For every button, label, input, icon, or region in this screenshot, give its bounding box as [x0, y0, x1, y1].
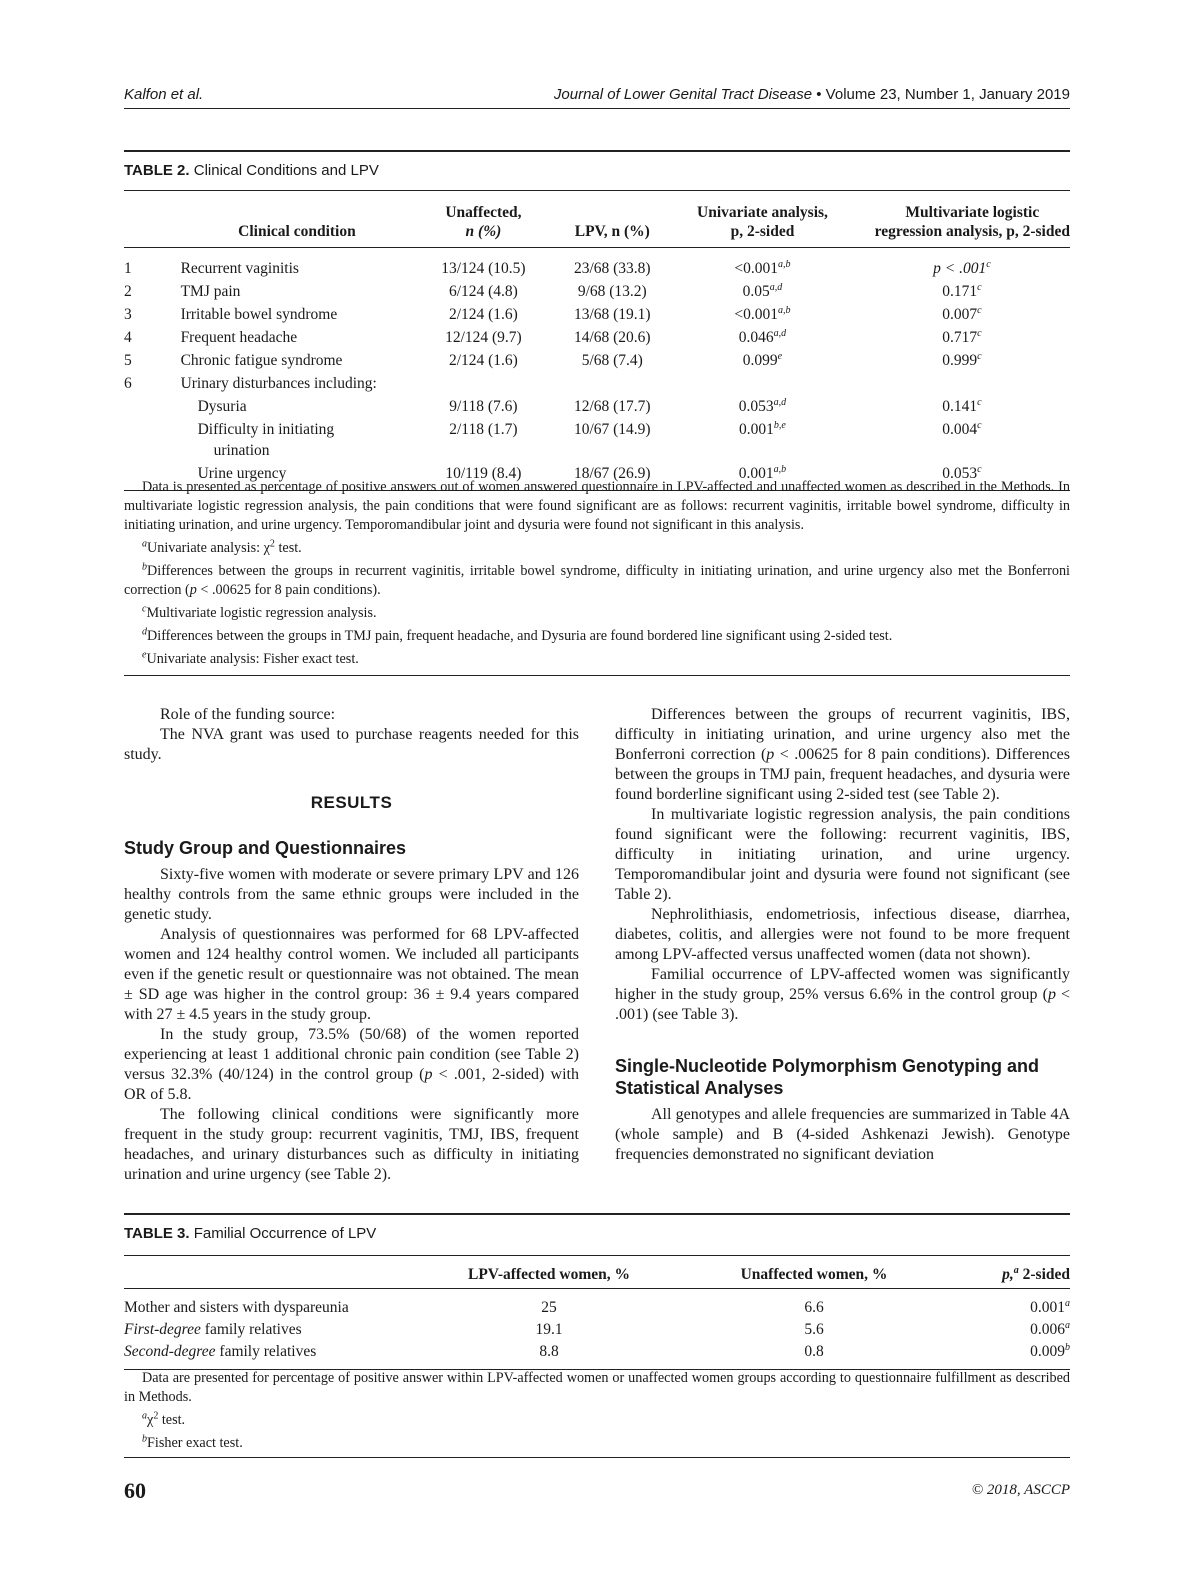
cell-multivariate-footnote: c: [977, 350, 982, 362]
header-bullet: •: [816, 86, 822, 103]
table-2-grid: [124, 190, 1070, 491]
cell-multivariate: [854, 395, 1070, 418]
table-3-note: Data are presented for percentage of positive answer within LPV-affected women or unaffected women groups according to questionnaire fulfillment as described in Methods.: [124, 1370, 1070, 1405]
journal-page: [124, 0, 1070, 1582]
cell-unaffected: 6/124 (4.8): [448, 283, 518, 300]
cell-condition: [181, 418, 414, 462]
table-2-title: Clinical Conditions and LPV: [193, 162, 379, 179]
cell-univariate-value: <0.001: [734, 260, 779, 277]
cell-multivariate: [854, 326, 1070, 349]
table-row: [124, 280, 1070, 303]
cell-unaffected: 12/124 (9.7): [445, 329, 522, 346]
paragraph: Differences between the groups of recurrent vaginitis, IBS, difficulty in initiating urination, and urine urgency also met the Bonferroni correction (p < .00625 for 8 pain conditions). Differences between the groups in TMJ pain, frequent headaches, and dysuria were found borderline significant using 2-sided test (see Table 2).: [615, 706, 1071, 803]
cell-univariate: [671, 418, 854, 462]
right-column: [615, 705, 1070, 1165]
cell-condition: Frequent headache: [180, 329, 298, 346]
th-condition: Clinical condition: [181, 191, 414, 248]
cell-multivariate-value: 0.717: [942, 329, 978, 346]
cell-univariate-value: 0.001: [738, 465, 774, 482]
cell-condition: Irritable bowel syndrome: [180, 306, 338, 323]
table-3-caption: [124, 1225, 376, 1242]
cell-lpv: 14/68 (20.6): [573, 329, 651, 346]
cell-multivariate-footnote: c: [977, 327, 982, 339]
cell-relation: Second-degree family relatives: [124, 1343, 317, 1360]
cell-univariate-footnote: b,e: [773, 419, 786, 431]
th-univariate-l1: Univariate analysis,: [697, 204, 828, 221]
th-blank: [124, 1256, 424, 1289]
table-2-note: Data is presented as percentage of positive answers out of women answered questionnaire in LPV-affected and unaffected women as described in the Methods. In multivariate logistic regression analysis, the pain conditions that were found significant are as follows: recurrent vaginitis, irritable bowel syndrome, difficulty in initiating urination, and urine urgency. Temporomandibular joint and dysuria were found not significant in this analysis.: [124, 479, 1070, 533]
cell-multivariate-footnote: c: [977, 281, 982, 293]
th-multivariate: [854, 191, 1070, 248]
th-unaffected-women: Unaffected women, %: [674, 1256, 954, 1289]
cell-lpv: 19.1: [535, 1321, 563, 1338]
cell-p: 0.009$^b$: [1030, 1341, 1070, 1360]
paragraph: In the study group, 73.5% (50/68) of the women reported experiencing at least 1 additional chronic pain condition (see Table 2) versus 32.3% (40/124) in the control group (p < .001, 2-sided) with OR of 5.8.: [124, 1026, 579, 1103]
cell-multivariate: [854, 248, 1070, 281]
th-lpv-label: LPV, n (%): [574, 223, 650, 240]
results-heading: RESULTS: [310, 793, 393, 812]
th-multivariate-l1: Multivariate logistic: [905, 204, 1040, 221]
th-unaffected: [413, 191, 553, 248]
table-3-header-row: [124, 1256, 1070, 1289]
table-2-caption: [124, 162, 379, 179]
table-subrow: [124, 418, 1070, 462]
table-row: [124, 248, 1070, 281]
funding-heading: Role of the funding source:: [160, 706, 336, 723]
paragraph: Analysis of questionnaires was performed for 68 LPV-affected women and 124 healthy control women. We included all participants even if the genetic result or questionnaire was not obtained. The mean ± SD age was higher in the control group: 36 ± 9.4 years compared with 27 ± 4.5 years in the study group.: [124, 926, 579, 1023]
cell-lpv: 5/68 (7.4): [581, 352, 643, 369]
paragraph: Familial occurrence of LPV-affected women was significantly higher in the study group, 25% versus 6.6% in the control group (p < .001) (see Table 3).: [615, 966, 1071, 1023]
table-row: [124, 372, 1070, 395]
table-row: [124, 349, 1070, 372]
table-2-label: TABLE 2.: [124, 162, 190, 179]
cell-univariate-value: 0.05: [742, 283, 770, 300]
copyright: © 2018, ASCCP: [971, 1482, 1070, 1498]
cell-lpv: 9/68 (13.2): [577, 283, 647, 300]
table-2-footnote-d: $^d$Differences between the groups in TMJ pain, frequent headache, and Dysuria are found bordered line significant using 2-sided test.: [142, 626, 893, 644]
cell-univariate-value: 0.053: [738, 398, 774, 415]
paragraph: In multivariate logistic regression analysis, the pain conditions found significant were the following: recurrent vaginitis, IBS, difficulty in initiating urination, and urine urgency. Temporomandibular joint and dysuria were found not significant (see Table 2).: [615, 806, 1070, 903]
cell-lpv: 12/68 (17.7): [573, 398, 651, 415]
header-journal: Journal of Lower Genital Tract Disease: [553, 86, 813, 103]
cell-multivariate-value: 0.141: [942, 398, 978, 415]
cell-num: 3: [124, 306, 132, 323]
cell-num: 1: [124, 260, 132, 277]
cell-condition: Recurrent vaginitis: [180, 260, 299, 277]
header-volume: Volume 23, Number 1, January 2019: [825, 86, 1070, 103]
table-2-bottom-rule: [124, 675, 1070, 676]
th-univariate: [671, 191, 854, 248]
table-row: [124, 303, 1070, 326]
cell-multivariate-footnote: c: [977, 304, 982, 316]
cell-unaffected: 0.8: [804, 1343, 824, 1360]
cell-condition-l2: urination: [213, 442, 270, 459]
cell-multivariate-footnote: c: [977, 396, 982, 408]
table-row: [124, 1319, 1070, 1341]
cell-multivariate: [854, 349, 1070, 372]
table-row: [124, 1341, 1070, 1370]
cell-lpv: 25: [541, 1299, 557, 1316]
th-univariate-l2: p, 2-sided: [730, 223, 795, 240]
cell-unaffected: 6.6: [804, 1299, 824, 1316]
cell-univariate-footnote: a,d: [769, 281, 783, 293]
cell-unaffected: 9/118 (7.6): [449, 398, 518, 415]
cell-num: 4: [124, 329, 132, 346]
cell-multivariate-footnote: c: [986, 258, 991, 270]
th-lpv: [553, 191, 671, 248]
cell-univariate-footnote: a,d: [773, 327, 787, 339]
section-heading-snp: Single-Nucleotide Polymorphism Genotyping and Statistical Analyses: [615, 1056, 1040, 1098]
table-2: [124, 150, 1070, 482]
th-multivariate-l2: regression analysis, p, 2-sided: [874, 223, 1070, 240]
cell-univariate-footnote: e: [777, 350, 783, 362]
cell-univariate: [671, 326, 854, 349]
cell-num: 6: [124, 375, 132, 392]
cell-univariate-value: <0.001: [734, 306, 779, 323]
cell-multivariate: [854, 280, 1070, 303]
th-p-value: p,$^a$ 2-sided: [954, 1256, 1070, 1289]
page-number: 60: [124, 1478, 146, 1503]
cell-univariate: [671, 349, 854, 372]
table-subrow: [124, 395, 1070, 418]
table-3-footnote-b: $^b$Fisher exact test.: [142, 1433, 243, 1451]
table-2-footnote-b: $^b$Differences between the groups in recurrent vaginitis, irritable bowel syndrome, difficulty in initiating urination, and urine urgency also met the Bonferroni correction (p < .00625 for 8 pain conditions).: [124, 561, 1070, 598]
cell-relation: First-degree family relatives: [124, 1321, 302, 1338]
table-3-title: Familial Occurrence of LPV: [193, 1225, 377, 1242]
cell-multivariate-value: 0.007: [942, 306, 978, 323]
cell-condition: TMJ pain: [180, 283, 241, 300]
header-journal-info: [554, 86, 1070, 103]
cell-univariate: [671, 303, 854, 326]
table-2-footnote-c: $^c$Multivariate logistic regression analysis.: [142, 603, 377, 621]
left-column: [124, 705, 579, 1185]
cell-relation: Mother and sisters with dyspareunia: [124, 1299, 349, 1316]
cell-univariate-value: 0.099: [742, 352, 778, 369]
cell-lpv: 13/68 (19.1): [573, 306, 651, 323]
table-3-notes: [124, 1369, 1070, 1458]
cell-lpv: 23/68 (33.8): [573, 260, 651, 277]
cell-p: 0.006$^a$: [1030, 1319, 1070, 1338]
cell-multivariate-value: p < .001: [933, 260, 987, 277]
cell-multivariate-footnote: c: [977, 463, 982, 475]
cell-unaffected: 10/119 (8.4): [445, 465, 522, 482]
cell-unaffected: 5.6: [804, 1321, 824, 1338]
cell-multivariate: [854, 303, 1070, 326]
th-number: [124, 191, 181, 248]
running-header: [124, 86, 1070, 109]
table-row: [124, 1289, 1070, 1320]
header-authors: Kalfon et al.: [124, 86, 204, 103]
table-3-footnote-a: $^a\chi^2$ test.: [142, 1410, 186, 1428]
table-3-bottom-rule: [124, 1457, 1070, 1458]
table-2-footnote-a: $^a$Univariate analysis: $\chi^2$ test.: [142, 538, 302, 556]
table-3: [124, 1213, 1070, 1360]
th-unaffected-l2: n (%): [465, 223, 502, 240]
cell-multivariate-footnote: c: [977, 419, 982, 431]
section-heading-study-group: Study Group and Questionnaires: [124, 838, 407, 858]
cell-univariate: [671, 248, 854, 281]
table-2-footnote-e: $^e$Univariate analysis: Fisher exact test.: [142, 649, 359, 667]
cell-num: 2: [124, 283, 132, 300]
funding-text: The NVA grant was used to purchase reagents needed for this study.: [124, 726, 579, 763]
cell-multivariate-value: 0.171: [942, 283, 978, 300]
th-unaffected-l1: Unaffected,: [445, 204, 522, 221]
cell-univariate-value: 0.046: [738, 329, 774, 346]
cell-multivariate-value: 0.053: [942, 465, 978, 482]
paragraph: All genotypes and allele frequencies are summarized in Table 4A (whole sample) and B (4-sided Ashkenazi Jewish). Genotype frequencies demonstrated no significant deviation: [615, 1106, 1070, 1163]
cell-lpv: 18/67 (26.9): [573, 465, 651, 482]
cell-lpv: 8.8: [539, 1343, 559, 1360]
cell-condition: Dysuria: [197, 398, 247, 415]
cell-unaffected: 2/124 (1.6): [448, 352, 518, 369]
cell-univariate: [671, 280, 854, 303]
cell-univariate-footnote: a,d: [773, 396, 787, 408]
cell-univariate-footnote: a,b: [778, 304, 791, 316]
cell-lpv: 10/67 (14.9): [573, 421, 651, 438]
cell-univariate-footnote: a,b: [773, 463, 787, 475]
cell-univariate: [671, 395, 854, 418]
cell-condition: Chronic fatigue syndrome: [180, 352, 343, 369]
cell-num: 5: [124, 352, 132, 369]
paragraph: Sixty-five women with moderate or severe primary LPV and 126 healthy controls from the same ethnic groups were included in the genetic study.: [124, 866, 579, 923]
table-2-notes: [124, 478, 1070, 676]
cell-unaffected: 2/118 (1.7): [449, 421, 518, 438]
cell-p: 0.001$^a$: [1030, 1297, 1070, 1316]
th-lpv-women: LPV-affected women, %: [424, 1256, 674, 1289]
cell-unaffected: 2/124 (1.6): [448, 306, 518, 323]
table-row: [124, 326, 1070, 349]
table-3-label: TABLE 3.: [124, 1225, 190, 1242]
cell-multivariate-value: 0.999: [942, 352, 978, 369]
cell-multivariate-value: 0.004: [942, 421, 978, 438]
cell-univariate-footnote: a,b: [778, 258, 791, 270]
cell-condition: Urinary disturbances including:: [180, 375, 377, 392]
cell-multivariate: [854, 418, 1070, 462]
paragraph: The following clinical conditions were significantly more frequent in the study group: recurrent vaginitis, TMJ, IBS, frequent headaches, and urinary disturbances such as difficulty in initiating urination and urine urgency (see Table 2).: [124, 1106, 579, 1183]
table-2-header-row: [124, 191, 1070, 248]
cell-univariate-value: 0.001: [739, 421, 774, 438]
table-3-grid: [124, 1255, 1070, 1370]
cell-condition-l1: Difficulty in initiating: [197, 421, 335, 438]
paragraph: Nephrolithiasis, endometriosis, infectious disease, diarrhea, diabetes, colitis, and allergies were not found to be more frequent among LPV-affected versus unaffected women (data not shown).: [615, 906, 1070, 963]
cell-condition: Urine urgency: [197, 465, 287, 482]
cell-unaffected: 13/124 (10.5): [441, 260, 526, 277]
